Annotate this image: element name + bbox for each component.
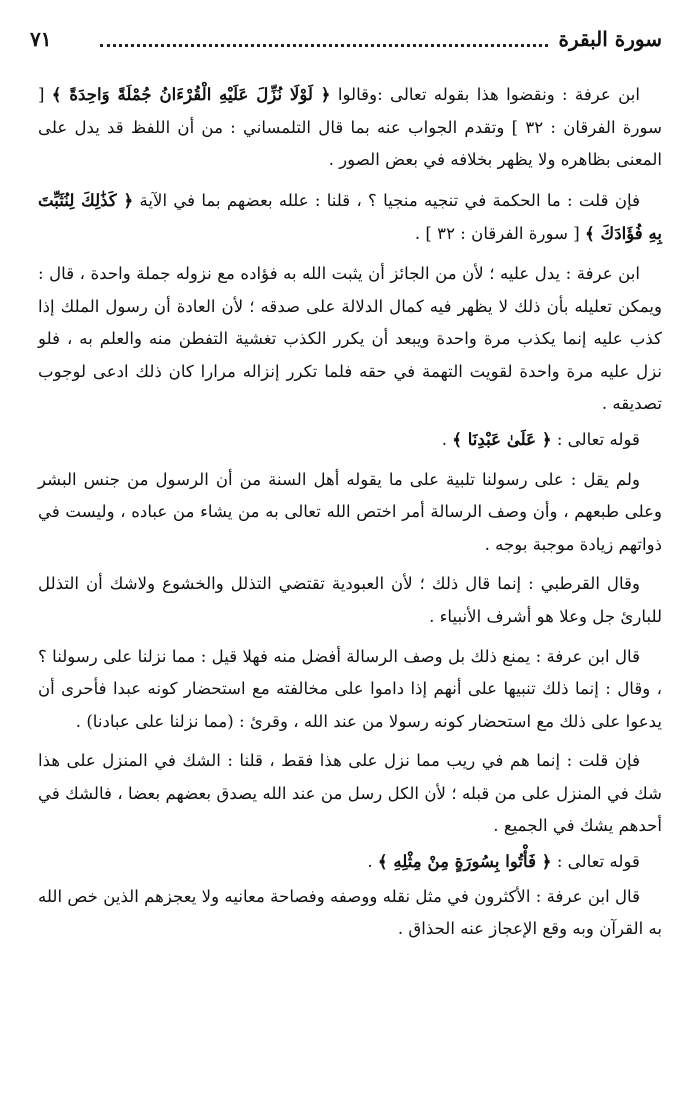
quran-verse: ﴿ كَذَٰلِكَ لِنُثَبِّتَ بِهِ فُؤَادَكَ ﴾ [38,189,662,244]
page-body [38,78,662,953]
paragraph: فإن قلت : إنما هم في ريب مما نزل على هذا فقط ، قلنا : الشك في المنزل على هذا شك في المنزل على من قبله ؛ لأن الكل رسل من عند الله يصدق بعضهم بعضا ، فالشك في أحدهم يشك في الجميع . [38,751,662,836]
header-dotted-leader [100,32,548,47]
paragraph: ابن عرفة : ونقضوا هذا بقوله تعالى :وقالوا ﴿ لَوْلَا نُزِّلَ عَلَيْهِ الْقُرْءَانُ جُمْلَةً وَاحِدَةً ﴾ [ سورة الفرقان : ٣٢ ] وتقدم الجواب عنه بما قال التلمساني : من أن اللفظ قد يدل على المعنى بظاهره ولا يظهر بخلافه في بعض الصور . [38,84,662,170]
paragraph: فإن قلت : ما الحكمة في تنجيه منجيا ؟ ، قلنا : علله بعضهم بما في الآية ﴿ كَذَٰلِكَ لِنُثَبِّتَ بِهِ فُؤَادَكَ ﴾ [ سورة الفرقان : ٣٢ ] . [38,189,662,244]
paragraph: قوله تعالى : ﴿ فَأْتُوا بِسُورَةٍ مِنْ مِثْلِهِ ﴾ . [367,851,640,872]
paragraph: قال ابن عرفة : يمنع ذلك بل وصف الرسالة أفضل منه فهلا قيل : مما نزلنا على رسولنا ؟ ، وقال : إنما ذلك تنبيها على أنهم إذا داموا على مخالفته مع استحضار كونه عبدا فأحرى أن يدعوا على ذلك مع استحضار كونه رسولا من عند الله ، وقرئ : (مما نزلنا على عبادنا) . [38,646,662,731]
quran-verse: ﴿ لَوْلَا نُزِّلَ عَلَيْهِ الْقُرْءَانُ جُمْلَةً وَاحِدَةً ﴾ [51,84,331,104]
page-header [30,22,662,56]
paragraph: قال ابن عرفة : الأكثرون في مثل نقله ووصفه وفصاحة معانيه ولا يعجزهم الذين خص الله به القرآن وبه وقع الإعجاز عنه الحذاق . [38,886,662,939]
page-number: ٧١ [30,27,52,51]
paragraph: وقال القرطبي : إنما قال ذلك ؛ لأن العبودية تقتضي التذلل والخشوع ولاشك أن التذلل للبارئ جل وعلا هو أشرف الأنبياء . [38,574,662,626]
paragraph: قوله تعالى : ﴿ عَلَىٰ عَبْدِنَا ﴾ . [441,428,640,449]
paragraph: ابن عرفة : يدل عليه ؛ لأن من الجائز أن يثبت الله به فؤاده مع نزوله جملة واحدة ، قال : ويمكن تعليله بأن ذلك لا يظهر فيه كمال الدلالة على صدقه ؛ لأن العادة أن رسول الملك إذا كذب عليه إنما يكذب مرة واحدة ويبعد أن يكرر الكذب تغشية التفطن منه والعلم به ، فلو نزل عليه مرة واحدة لقويت التهمة في حقه فلما تكرر إنزاله مرارا كان ذلك ادعى لوجوب تصديقه . [38,263,662,414]
quran-verse: ﴿ فَأْتُوا بِسُورَةٍ مِنْ مِثْلِهِ ﴾ [377,851,552,872]
paragraph: ولم يقل : على رسولنا تلبية على ما يقوله أهل السنة من أن الرسول من جنس البشر وعلى طبعهم ، وأن وصف الرسالة أمر اختص الله تعالى به من يشاء من عباده ، وليست في ذواتهم زيادة موجبة بوجه . [38,469,662,554]
quran-verse: ﴿ عَلَىٰ عَبْدِنَا ﴾ [452,428,552,449]
surah-title: سورة البقرة [558,27,662,51]
